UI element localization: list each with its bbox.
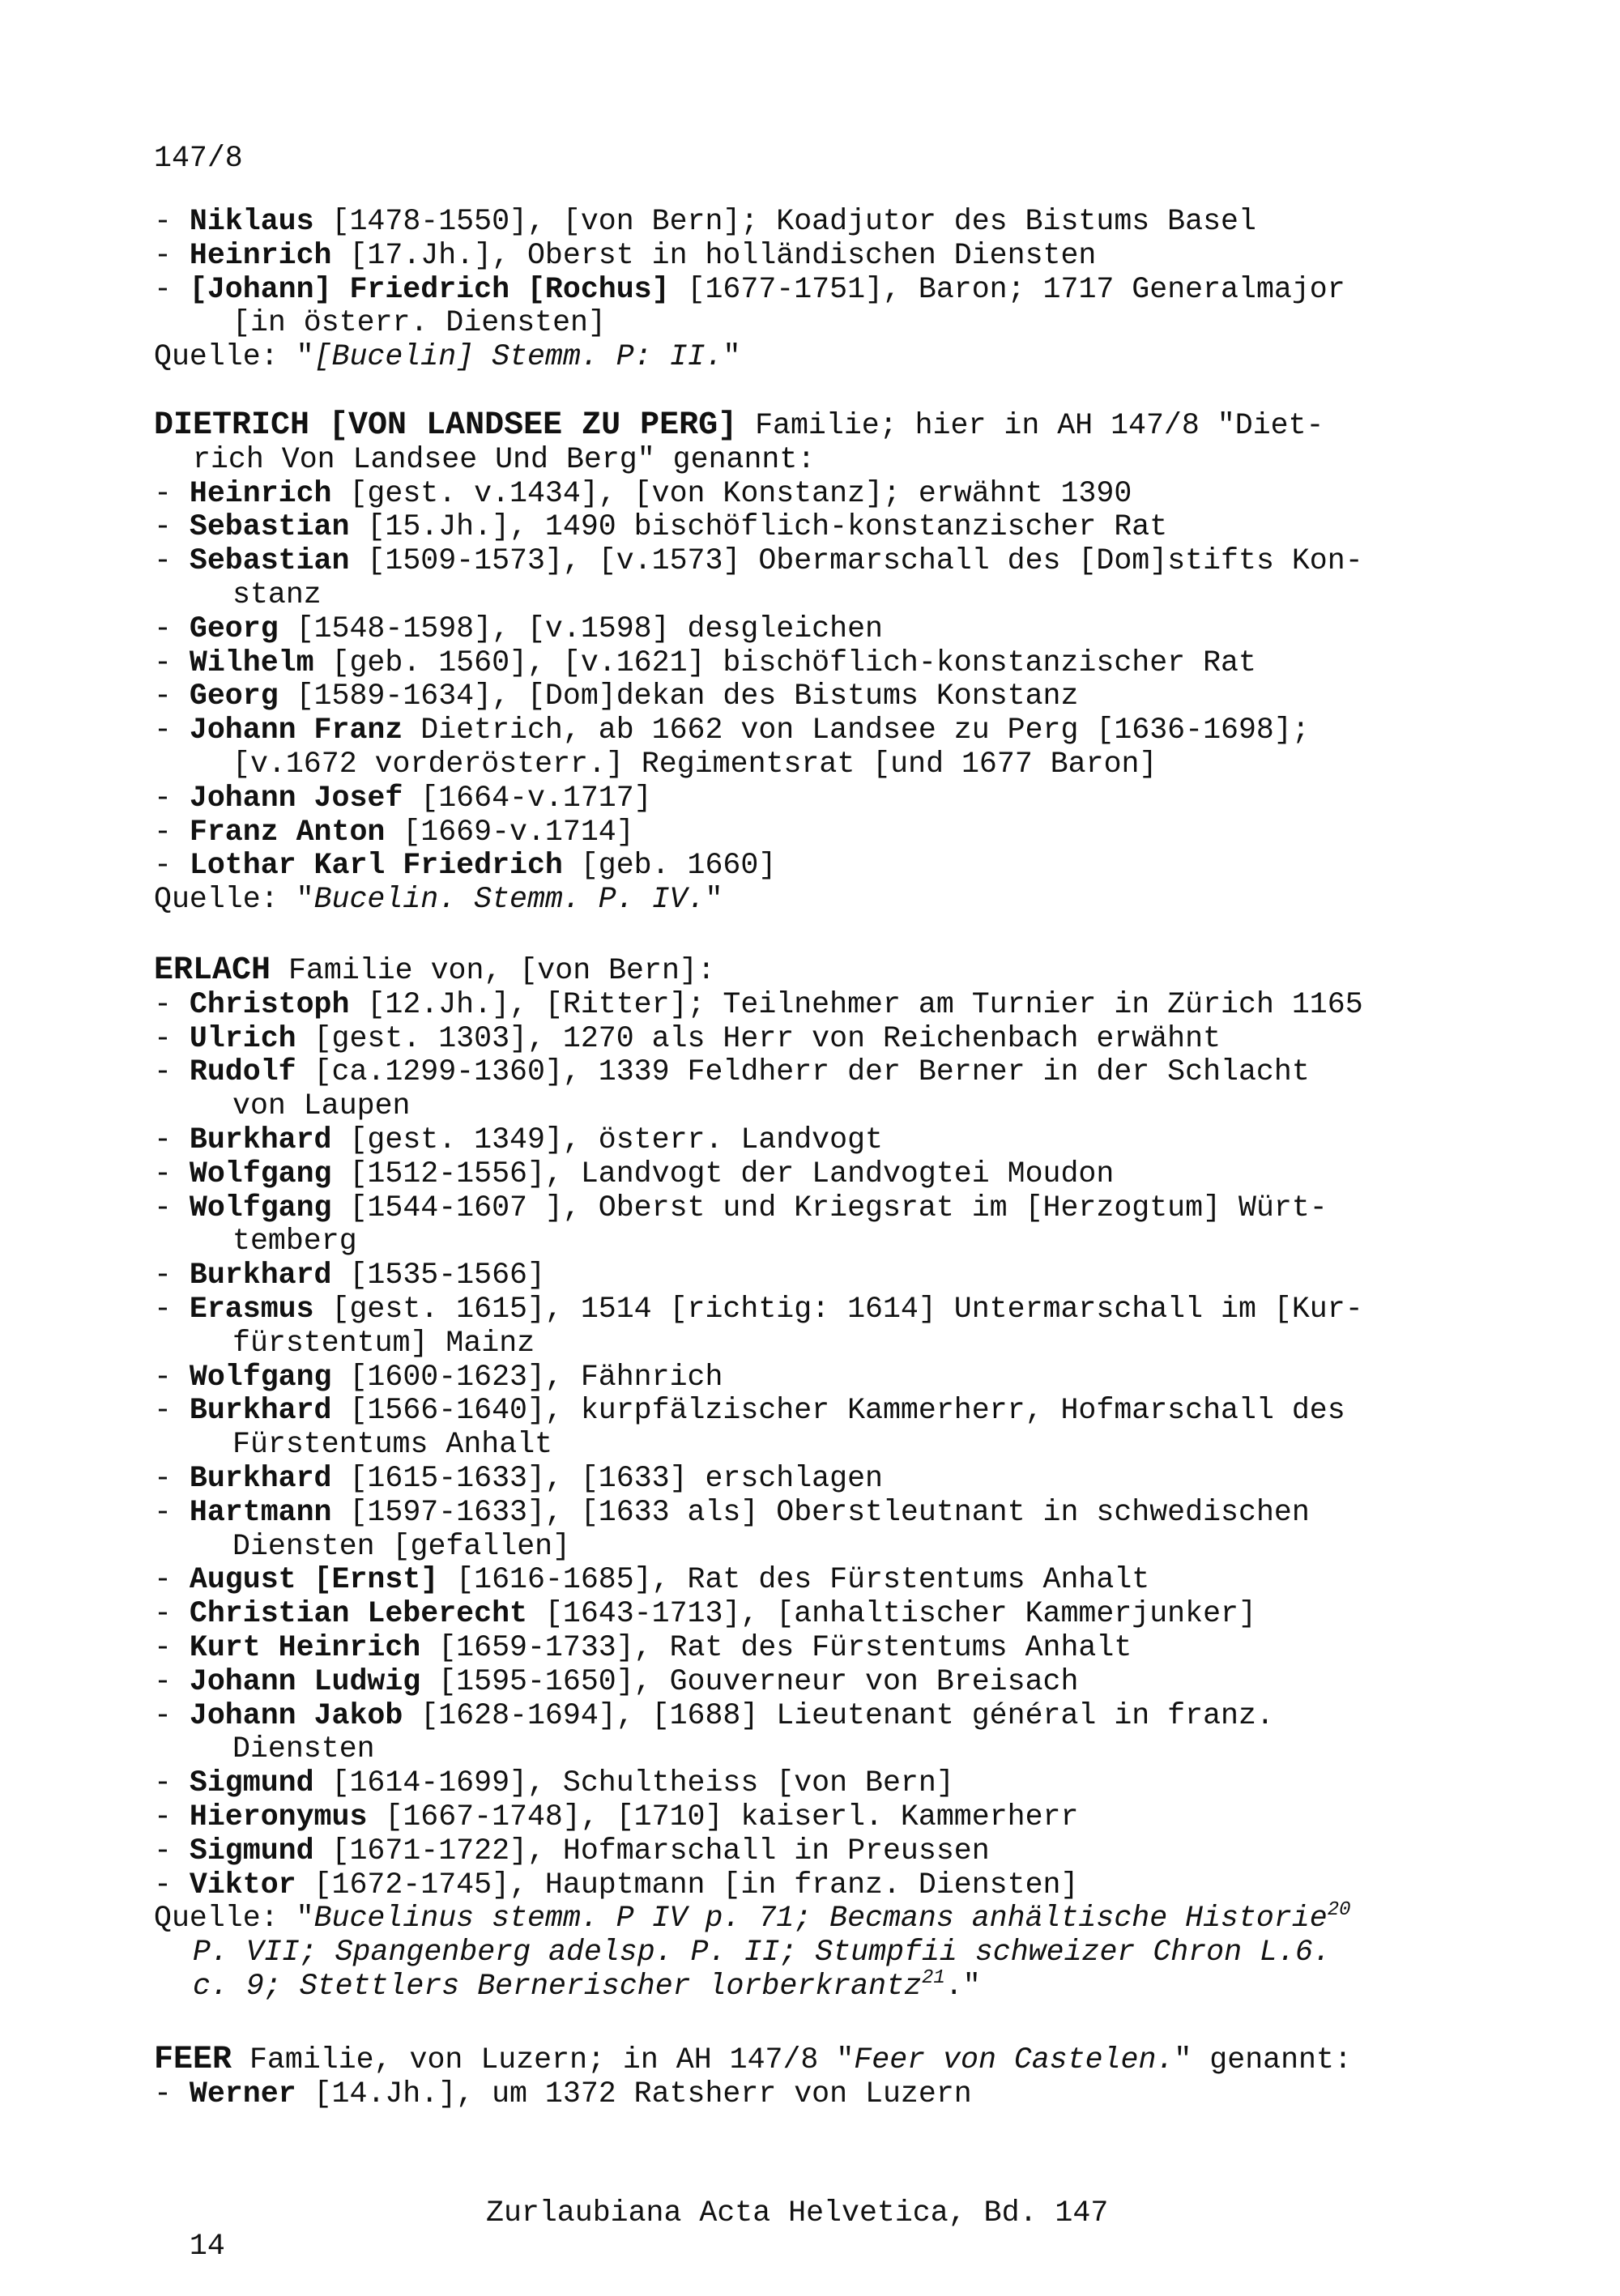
name-text: Sigmund [189, 1834, 314, 1868]
text: - [154, 1394, 190, 1428]
person-entry [154, 1834, 1363, 1868]
text: - [154, 815, 190, 849]
person-entry [154, 1191, 1363, 1225]
person-entry [154, 1868, 1363, 1902]
text: [1615-1633], [1633] erschlagen [331, 1461, 883, 1495]
text: - [154, 205, 190, 238]
person-entry [154, 1259, 1363, 1293]
source-citation [154, 1966, 1363, 2004]
archive-reference: 147/8 [154, 142, 243, 175]
person-entry [154, 1462, 1363, 1496]
name-text: Hartmann [189, 1495, 332, 1529]
person-entry [154, 1563, 1363, 1597]
name-text: Christian Leberecht [189, 1597, 527, 1631]
text: [1600-1623], Fähnrich [331, 1360, 723, 1394]
text: [1512-1556], Landvogt der Landvogtei Moudon [331, 1157, 1115, 1191]
text: [1597-1633], [1633 als] Oberstleutnant in schwedischen [331, 1495, 1310, 1529]
name-text: Heinrich [189, 238, 332, 272]
text: - [154, 987, 190, 1021]
text: [1672-1745], Hauptmann [in franz. Diensten] [296, 1868, 1079, 1902]
person-entry [154, 2077, 1352, 2111]
entry-continuation [154, 1530, 1363, 1564]
name-text: Werner [189, 2077, 296, 2111]
text: - [154, 510, 190, 544]
person-entry [154, 1157, 1363, 1191]
name-text: FEER [154, 2042, 232, 2078]
text: - [154, 476, 190, 510]
footnote-ref: 21 [921, 1966, 945, 1989]
text: Familie von, [von Bern]: [271, 954, 715, 987]
text: [1664-v.1717] [403, 781, 652, 815]
text: - [154, 1461, 190, 1495]
name-text: Georg [189, 679, 279, 714]
text: " [723, 340, 741, 374]
name-text: Johann Jakob [189, 1698, 403, 1732]
text: - [154, 1191, 190, 1225]
text: fürstentum] Mainz [232, 1326, 535, 1360]
text: [geb. 1560], [v.1621] bischöflich-konstanzischer Rat [313, 645, 1256, 679]
text: [1589-1634], [Dom]dekan des Bistums Konstanz [278, 679, 1079, 714]
text: [ca.1299-1360], 1339 Feldherr der Berner in der Schlacht [296, 1055, 1310, 1089]
text: [1643-1713], [anhaltischer Kammerjunker] [526, 1597, 1256, 1631]
person-entry [154, 1631, 1363, 1665]
text: - [154, 1122, 190, 1157]
text: - [154, 1664, 190, 1698]
text: - [154, 714, 190, 748]
section-erlach [154, 954, 1363, 2004]
name-text: Christoph [189, 987, 350, 1021]
person-entry [154, 849, 1363, 883]
text: Quelle: " [154, 340, 314, 374]
text: [1628-1694], [1688] Lieutenant général in franz. [403, 1698, 1274, 1732]
text: [15.Jh.], 1490 bischöflich-konstanzischer Rat [349, 510, 1168, 544]
text: - [154, 1495, 190, 1529]
name-text: Johann Josef [189, 781, 403, 815]
text: " genannt: [1174, 2043, 1352, 2077]
text: [1566-1640], kurpfälzischer Kammerherr, Hofmarschall des [331, 1394, 1345, 1428]
name-text: Rudolf [189, 1055, 296, 1089]
name-text: Wolfgang [189, 1360, 332, 1394]
text: - [154, 1630, 190, 1664]
text: Quelle: " [154, 883, 314, 917]
name-text: August [Ernst] [189, 1563, 439, 1597]
family-heading [154, 409, 1363, 443]
person-entry [154, 816, 1363, 850]
name-text: Georg [189, 611, 279, 645]
text: [14.Jh.], um 1372 Ratsherr von Luzern [296, 2077, 972, 2111]
source-citation [154, 883, 1363, 917]
text: - [154, 1597, 190, 1631]
person-entry [154, 510, 1363, 544]
person-entry [154, 273, 1345, 307]
name-text: Niklaus [189, 205, 314, 238]
text: [gest. v.1434], [von Konstanz]; erwähnt 1390 [331, 476, 1132, 510]
name-text: Sebastian [189, 544, 350, 578]
name-text: Johann Franz [189, 714, 403, 748]
person-entry [154, 1766, 1363, 1800]
text: - [154, 1055, 190, 1089]
name-text: Wilhelm [189, 645, 314, 679]
text: Quelle: " [154, 1902, 314, 1936]
name-text: DIETRICH [VON LANDSEE ZU PERG] [154, 407, 738, 444]
text: [geb. 1660] [562, 849, 777, 883]
person-entry [154, 1496, 1363, 1530]
name-text: Wolfgang [189, 1157, 332, 1191]
text: [1535-1566] [331, 1259, 545, 1293]
text: - [154, 238, 190, 272]
person-entry [154, 1022, 1363, 1056]
entry-continuation [154, 578, 1363, 612]
text: Diensten [232, 1732, 375, 1766]
text: [gest. 1303], 1270 als Herr von Reichenbach erwähnt [296, 1021, 1221, 1055]
text: von Laupen [232, 1089, 411, 1123]
text: - [154, 679, 190, 714]
person-entry [154, 679, 1363, 714]
footnote-ref: 20 [1327, 1899, 1351, 1922]
text: - [154, 611, 190, 645]
entry-continuation [154, 1327, 1363, 1361]
text: [gest. 1615], 1514 [richtig: 1614] Untermarschall im [Kur- [313, 1292, 1363, 1326]
entry-continuation [154, 443, 1363, 477]
text: - [154, 2077, 190, 2111]
person-entry [154, 714, 1363, 748]
text: [1544-1607 ], Oberst und Kriegsrat im [Herzogtum] Würt- [331, 1191, 1328, 1225]
name-text: Kurt Heinrich [189, 1630, 421, 1664]
person-entry [154, 1055, 1363, 1089]
entry-continuation [154, 306, 1345, 340]
section-feer [154, 2043, 1352, 2111]
name-text: Viktor [189, 1868, 296, 1902]
text: " [705, 883, 723, 917]
name-text: Erasmus [189, 1292, 314, 1326]
section-dietrich [154, 409, 1363, 917]
person-entry [154, 477, 1363, 511]
text: [12.Jh.], [Ritter]; Teilnehmer am Turnier in Zürich 1165 [349, 987, 1363, 1021]
name-text: Burkhard [189, 1461, 332, 1495]
person-entry [154, 612, 1363, 646]
person-entry [154, 239, 1345, 273]
text: Familie, von Luzern; in AH 147/8 " [232, 2043, 855, 2077]
text: - [154, 272, 190, 306]
source-citation [154, 340, 1345, 374]
text: [gest. 1349], österr. Landvogt [331, 1122, 883, 1157]
person-entry [154, 1293, 1363, 1327]
text: - [154, 1698, 190, 1732]
text: [1478-1550], [von Bern]; Koadjutor des Bistums Basel [313, 205, 1256, 238]
name-text: Sigmund [189, 1766, 314, 1800]
name-text: ERLACH [154, 952, 271, 989]
name-text: Burkhard [189, 1259, 332, 1293]
person-entry [154, 1800, 1363, 1834]
text: - [154, 1766, 190, 1800]
italic-text: Bucelin. Stemm. P. IV. [313, 883, 706, 917]
person-entry [154, 1597, 1363, 1631]
text: - [154, 544, 190, 578]
text: Fürstentums Anhalt [232, 1428, 553, 1462]
name-text: Wolfgang [189, 1191, 332, 1225]
text: [1671-1722], Hofmarschall in Preussen [313, 1834, 990, 1868]
name-text: Johann Ludwig [189, 1664, 421, 1698]
text: - [154, 1800, 190, 1834]
text: Dietrich, ab 1662 von Landsee zu Perg [1636-1698]; [403, 714, 1310, 748]
source-citation [154, 1936, 1363, 1970]
text: - [154, 1259, 190, 1293]
text: - [154, 1868, 190, 1902]
entry-continuation [154, 748, 1363, 782]
person-entry [154, 205, 1345, 239]
text: [1659-1733], Rat des Fürstentums Anhalt [420, 1630, 1132, 1664]
section-continued-entries [154, 205, 1345, 374]
text: [1614-1699], Schultheiss [von Bern] [313, 1766, 954, 1800]
entry-continuation [154, 1089, 1363, 1123]
name-text: [Johann] Friedrich [Rochus] [189, 272, 670, 306]
name-text: Franz Anton [189, 815, 386, 849]
entry-continuation [154, 1225, 1363, 1259]
italic-text: Feer von Castelen. [854, 2043, 1174, 2077]
text: [1616-1685], Rat des Fürstentums Anhalt [438, 1563, 1150, 1597]
text: [1548-1598], [v.1598] desgleichen [278, 611, 883, 645]
name-text: Lothar Karl Friedrich [189, 849, 563, 883]
text: stanz [232, 577, 322, 611]
entry-continuation [154, 1732, 1363, 1766]
page-number: 14 [189, 2230, 225, 2263]
text: - [154, 1360, 190, 1394]
person-entry [154, 544, 1363, 578]
name-text: Burkhard [189, 1394, 332, 1428]
name-text: Hieronymus [189, 1800, 368, 1834]
name-text: Ulrich [189, 1021, 296, 1055]
text: ." [944, 1969, 981, 2003]
text: rich Von Landsee Und Berg" genannt: [193, 442, 816, 476]
italic-text: c. 9; Stettlers Bernerischer lorberkrantz [193, 1969, 922, 2003]
text: [v.1672 vorderösterr.] Regimentsrat [und 1677 Baron] [232, 747, 1157, 781]
page-footer [154, 2196, 1288, 2296]
person-entry [154, 1665, 1363, 1699]
text: - [154, 781, 190, 815]
person-entry [154, 1361, 1363, 1395]
family-heading [154, 2043, 1352, 2077]
person-entry [154, 782, 1363, 816]
text: - [154, 1292, 190, 1326]
italic-text: [Bucelin] Stemm. P: II. [313, 340, 723, 374]
text: [1677-1751], Baron; 1717 Generalmajor [669, 272, 1345, 306]
text: [1595-1650], Gouverneur von Breisach [420, 1664, 1079, 1698]
italic-text: P. VII; Spangenberg adelsp. P. II; Stumpfii schweizer Chron L.6. [193, 1936, 1331, 1970]
text: [in österr. Diensten] [232, 306, 606, 340]
text: - [154, 849, 190, 883]
text: temberg [232, 1225, 357, 1259]
text: Familie; hier in AH 147/8 "Diet- [737, 409, 1324, 442]
text: [17.Jh.], Oberst in holländischen Diensten [331, 238, 1097, 272]
person-entry [154, 1123, 1363, 1157]
text: - [154, 1563, 190, 1597]
italic-text: Bucelinus stemm. P IV p. 71; Becmans anhältische Historie [313, 1902, 1328, 1936]
name-text: Burkhard [189, 1122, 332, 1157]
text: - [154, 1834, 190, 1868]
text: - [154, 645, 190, 679]
name-text: Sebastian [189, 510, 350, 544]
text: - [154, 1021, 190, 1055]
name-text: Heinrich [189, 476, 332, 510]
person-entry [154, 646, 1363, 680]
family-heading [154, 954, 1363, 988]
text: [1667-1748], [1710] kaiserl. Kammerherr [367, 1800, 1079, 1834]
person-entry [154, 1699, 1363, 1733]
text: [1509-1573], [v.1573] Obermarschall des [Dom]stifts Kon- [349, 544, 1363, 578]
source-citation [154, 1899, 1363, 1936]
text: - [154, 1157, 190, 1191]
text: Diensten [gefallen] [232, 1529, 571, 1563]
person-entry [154, 1394, 1363, 1428]
entry-continuation [154, 1428, 1363, 1462]
text: [1669-v.1714] [385, 815, 634, 849]
person-entry [154, 988, 1363, 1022]
publication-title: Zurlaubiana Acta Helvetica, Bd. 147 [486, 2196, 1109, 2230]
